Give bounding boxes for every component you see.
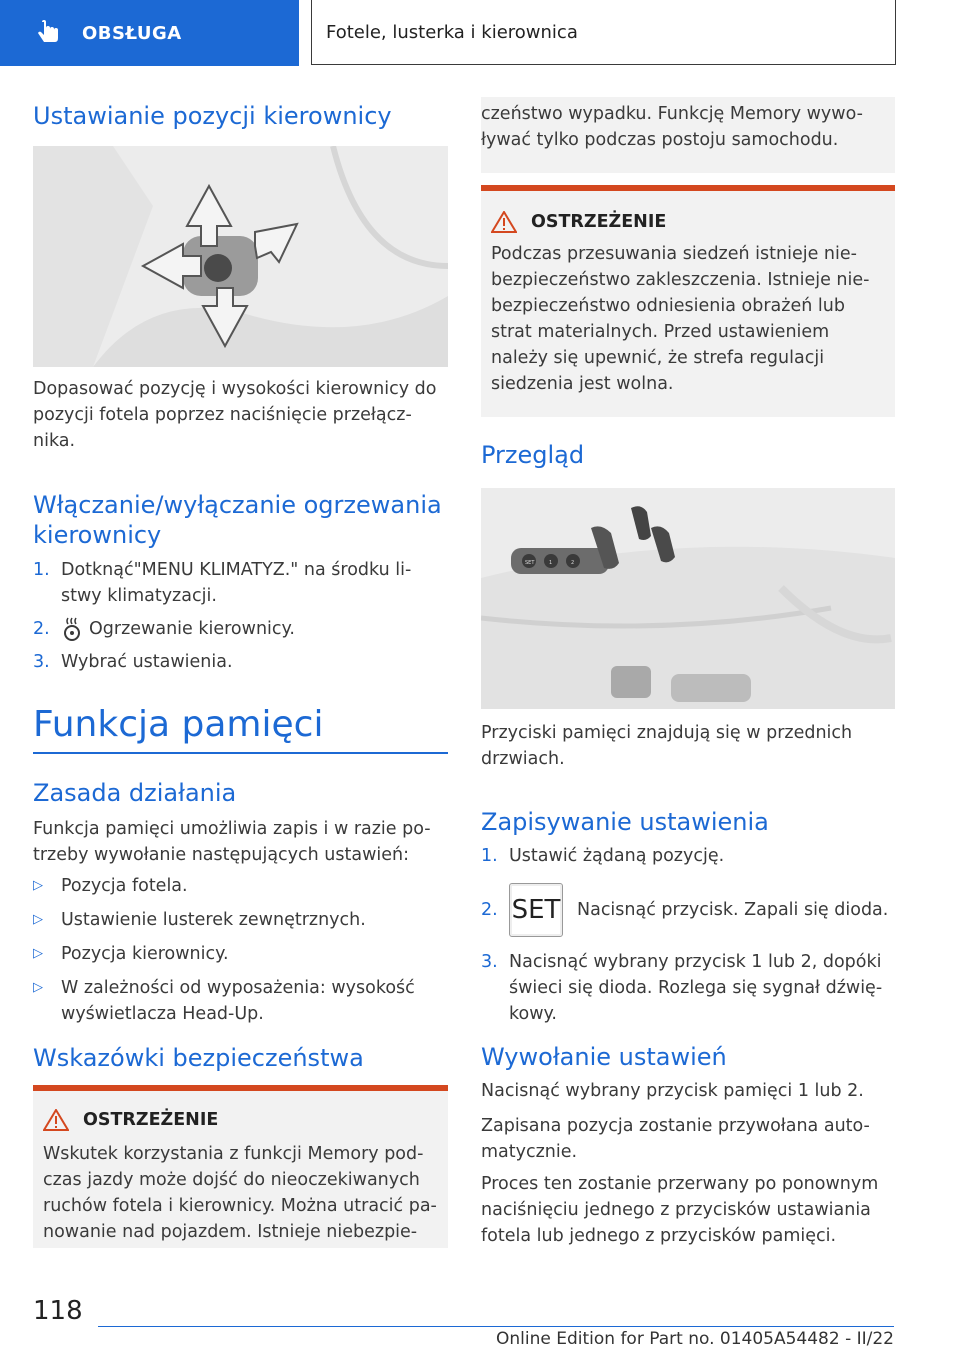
door-button-2-label: 2 xyxy=(571,560,575,566)
chapter-title: Fotele, lusterka i kierownica xyxy=(326,21,578,43)
list-item xyxy=(33,649,448,675)
bullet-icon: ▷ xyxy=(33,912,43,927)
hand-icon xyxy=(34,18,64,48)
section-tab xyxy=(0,0,299,66)
warning-title-row xyxy=(43,1109,448,1131)
list-item xyxy=(481,843,895,869)
step-text: Ustawić żądaną pozycję. xyxy=(509,846,725,866)
list-item xyxy=(33,975,448,1027)
warning-text-cont: czeństwo wypadku. Funkcję Memory wywo- ływać tylko podczas postoju samochodu. xyxy=(481,104,863,150)
list-item xyxy=(481,883,895,937)
list-item xyxy=(33,616,448,642)
list-item xyxy=(33,907,448,933)
section-label: OBSŁUGA xyxy=(82,22,182,44)
step-text: Wybrać ustawienia. xyxy=(61,652,233,672)
list-text: Ustawienie lusterek zewnętrznych. xyxy=(61,910,366,930)
warning-title-row xyxy=(491,211,895,233)
bullet-icon: ▷ xyxy=(33,946,43,961)
door-memory-buttons-image xyxy=(481,488,895,709)
step-number: 3. xyxy=(481,952,498,972)
list-item xyxy=(33,557,448,609)
step-number: 3. xyxy=(33,652,50,672)
principle-text: Funkcja pamięci umożliwia zapis i w razie po- trzeby wywołanie następujących ustawień: xyxy=(33,819,431,865)
step-number: 2. xyxy=(33,619,50,639)
warning-box-1 xyxy=(33,1085,448,1248)
list-item xyxy=(33,873,448,899)
list-item xyxy=(481,949,895,1027)
list-text: Pozycja kierownicy. xyxy=(61,944,229,964)
steering-heading: Ustawianie pozycji kierownicy xyxy=(33,102,392,130)
principle-list xyxy=(33,873,448,1027)
footer-text: Online Edition for Part no. 01405A54482 - II/22 xyxy=(495,1329,894,1349)
warning-box-2 xyxy=(481,185,895,417)
set-button-icon: SET xyxy=(509,883,563,937)
recall-heading: Wywołanie ustawień xyxy=(481,1043,727,1071)
warning-triangle-icon xyxy=(491,211,517,233)
save-heading: Zapisywanie ustawienia xyxy=(481,808,769,836)
step-text: Nacisnąć wybrany przycisk 1 lub 2, dopóki świeci się dioda. Rozlega się sygnał dźwię- kowy. xyxy=(509,952,883,1024)
list-item xyxy=(33,941,448,967)
memory-heading: Funkcja pamięci xyxy=(33,704,324,745)
door-set-label: SET xyxy=(525,560,535,566)
warning-text: Podczas przesuwania siedzeń istnieje nie- bezpieczeństwo zakleszczenia. Istnieje nie- bezpieczeństwo odniesienia obrażeń lub strat materialnych. Przed ustawieniem należy się upewnić, że strefa regulacji siedzenia jest wolna. xyxy=(491,244,870,394)
step-number: 1. xyxy=(481,846,498,866)
door-button-1-label: 1 xyxy=(549,560,553,566)
list-text: Pozycja fotela. xyxy=(61,876,188,896)
warning-box-1-cont xyxy=(481,97,895,173)
principle-heading: Zasada działania xyxy=(33,779,237,807)
warning-text: Wskutek korzystania z funkcji Memory pod- czas jazdy może dojść do nieoczekiwanych ruchów fotela i kierownicy. Można utracić pa- nowanie nad pojazdem. Istnieje niebezpie- xyxy=(43,1144,437,1242)
steering-wheel-heating-icon xyxy=(61,616,83,642)
heating-heading: Włączanie/wyłączanie ogrzewania kierownicy xyxy=(33,491,442,549)
list-text: W zależności od wyposażenia: wysokość wyświetlacza Head-Up. xyxy=(61,978,415,1024)
footer xyxy=(98,1326,894,1349)
save-steps xyxy=(481,843,895,1027)
page-number: 118 xyxy=(33,1296,83,1326)
section-rule xyxy=(33,752,448,754)
recall-text-2: Zapisana pozycja zostanie przywołana auto- matycznie. xyxy=(481,1116,870,1162)
safety-heading: Wskazówki bezpieczeństwa xyxy=(33,1044,364,1072)
chapter-header xyxy=(311,0,896,65)
bullet-icon: ▷ xyxy=(33,980,43,995)
warning-title: OSTRZEŻENIE xyxy=(83,1110,219,1130)
step-number: 2. xyxy=(481,900,498,920)
overview-text: Przyciski pamięci znajdują się w przednich drzwiach. xyxy=(481,723,853,769)
recall-text-3: Proces ten zostanie przerwany po ponownym naciśnięciu jednego z przycisków ustawiania fotela lub jednego z przycisków pamięci. xyxy=(481,1174,879,1246)
warning-triangle-icon xyxy=(43,1109,69,1131)
steering-text: Dopasować pozycję i wysokości kierownicy do pozycji fotela poprzez naciśnięcie przełącz- nika. xyxy=(33,379,437,451)
bullet-icon: ▷ xyxy=(33,878,43,893)
warning-title: OSTRZEŻENIE xyxy=(531,212,667,232)
step-text: Nacisnąć przycisk. Zapali się dioda. xyxy=(577,900,889,920)
recall-text-1: Nacisnąć wybrany przycisk pamięci 1 lub 2. xyxy=(481,1081,864,1101)
step-number: 1. xyxy=(33,560,50,580)
step-text: Dotknąć"MENU KLIMATYZ." na środku li- stwy klimatyzacji. xyxy=(61,560,412,606)
steering-switch-image xyxy=(33,146,448,367)
heating-steps xyxy=(33,557,448,675)
overview-heading: Przegląd xyxy=(481,441,585,469)
step-text: Ogrzewanie kierownicy. xyxy=(89,619,295,639)
